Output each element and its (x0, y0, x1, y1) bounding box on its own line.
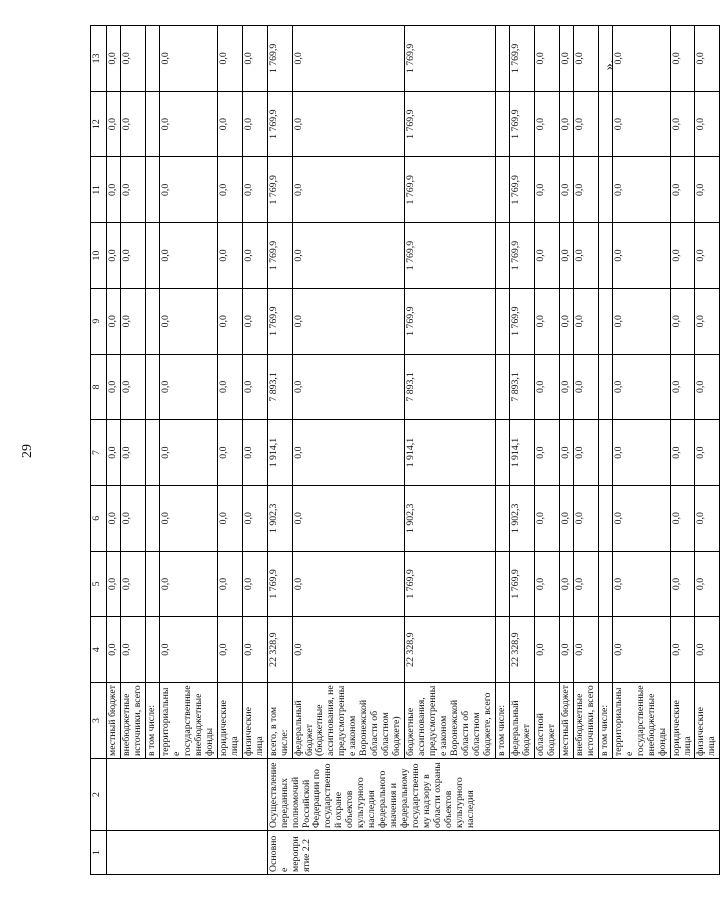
closing-mark: ». (602, 59, 617, 71)
value-cell: 0,0 (534, 485, 559, 551)
funding-source-cell: юридические лица (670, 683, 695, 759)
value-cell: 0,0 (242, 223, 267, 289)
value-cell: 0,0 (534, 223, 559, 289)
value-cell: 0,0 (612, 617, 670, 683)
value-cell: 1 769,9 (509, 551, 534, 617)
value-cell: 0,0 (695, 485, 720, 551)
value-cell: 22 328,9 (509, 617, 534, 683)
value-cell: 1 769,9 (509, 26, 534, 92)
value-cell: 0,0 (217, 485, 242, 551)
funding-source-cell: физические лица (695, 683, 720, 759)
column-number: 4 (91, 617, 107, 683)
funding-source-cell: местный бюджет (559, 683, 573, 759)
table-row (107, 26, 121, 875)
value-cell: 1 769,9 (405, 26, 496, 92)
value-cell: 0,0 (670, 617, 695, 683)
value-cell: 1 769,9 (405, 91, 496, 157)
value-cell: 0,0 (670, 420, 695, 486)
value-cell: 0,0 (559, 288, 573, 354)
event-name-cell (107, 759, 268, 831)
value-cell: 0,0 (217, 223, 242, 289)
column-number-row (91, 26, 107, 875)
value-cell: 0,0 (292, 485, 405, 551)
value-cell: 0,0 (695, 551, 720, 617)
table-row (695, 26, 720, 875)
value-cell: 0,0 (670, 223, 695, 289)
table-body (107, 26, 720, 875)
value-cell (598, 420, 612, 486)
value-cell: 0,0 (559, 157, 573, 223)
value-cell: 0,0 (159, 485, 217, 551)
value-cell: 0,0 (573, 157, 598, 223)
value-cell: 0,0 (107, 485, 121, 551)
column-number: 1 (91, 831, 107, 875)
column-number: 13 (91, 26, 107, 92)
value-cell (495, 420, 509, 486)
value-cell: 0,0 (120, 551, 145, 617)
value-cell: 0,0 (107, 551, 121, 617)
funding-source-cell: всего, в том числе: (267, 683, 292, 759)
value-cell: 1 769,9 (405, 551, 496, 617)
value-cell: 1 769,9 (405, 157, 496, 223)
value-cell: 0,0 (159, 420, 217, 486)
value-cell (598, 354, 612, 420)
value-cell: 1 769,9 (267, 26, 292, 92)
table-row (573, 26, 598, 875)
value-cell: 0,0 (107, 223, 121, 289)
value-cell: 0,0 (559, 354, 573, 420)
funding-source-cell: в том числе: (145, 683, 159, 759)
value-cell: 0,0 (670, 288, 695, 354)
value-cell: 0,0 (612, 157, 670, 223)
value-cell: 1 769,9 (267, 157, 292, 223)
value-cell (598, 617, 612, 683)
value-cell (145, 485, 159, 551)
value-cell: 0,0 (120, 420, 145, 486)
value-cell: 0,0 (612, 288, 670, 354)
value-cell: 0,0 (534, 26, 559, 92)
value-cell: 0,0 (612, 485, 670, 551)
value-cell: 0,0 (534, 420, 559, 486)
event-name-cell: Осуществление переданных полномочий Российской Федерации по государственной охране объектов культурного наследия федерального значения и федеральному государственному надзору в области охраны объектов культурного наследия (267, 759, 720, 831)
value-cell: 0,0 (573, 420, 598, 486)
value-cell: 7 893,1 (267, 354, 292, 420)
event-type-cell: Основное мероприятие 2.2 (267, 831, 720, 875)
value-cell: 0,0 (559, 91, 573, 157)
value-cell: 0,0 (120, 485, 145, 551)
value-cell: 1 769,9 (267, 551, 292, 617)
value-cell (495, 485, 509, 551)
value-cell: 0,0 (670, 26, 695, 92)
value-cell (145, 354, 159, 420)
value-cell: 1 769,9 (509, 223, 534, 289)
value-cell: 1 769,9 (509, 91, 534, 157)
value-cell (598, 26, 612, 92)
value-cell: 0,0 (242, 288, 267, 354)
value-cell: 0,0 (573, 26, 598, 92)
value-cell: 0,0 (242, 420, 267, 486)
value-cell: 0,0 (120, 354, 145, 420)
value-cell: 0,0 (159, 91, 217, 157)
column-number: 6 (91, 485, 107, 551)
value-cell: 1 914,1 (267, 420, 292, 486)
value-cell: 0,0 (107, 26, 121, 92)
value-cell: 0,0 (242, 354, 267, 420)
funding-source-cell: бюджетные ассигнования, предусмотренные законом Воронежской области об областном бюджете, всего (405, 683, 496, 759)
value-cell: 0,0 (534, 288, 559, 354)
value-cell (598, 288, 612, 354)
value-cell: 22 328,9 (405, 617, 496, 683)
value-cell: 0,0 (612, 354, 670, 420)
value-cell: 0,0 (292, 617, 405, 683)
value-cell: 0,0 (292, 157, 405, 223)
value-cell: 0,0 (120, 91, 145, 157)
value-cell: 0,0 (242, 617, 267, 683)
value-cell (495, 157, 509, 223)
value-cell: 0,0 (534, 551, 559, 617)
rotated-table-wrapper (90, 25, 718, 875)
value-cell: 0,0 (107, 157, 121, 223)
value-cell (495, 617, 509, 683)
column-number: 5 (91, 551, 107, 617)
value-cell: 0,0 (159, 223, 217, 289)
value-cell: 0,0 (695, 420, 720, 486)
table-row (534, 26, 559, 875)
funding-source-cell: областной бюджет (534, 683, 559, 759)
event-type-cell (107, 831, 268, 875)
funding-source-cell: внебюджетные источники, всего (573, 683, 598, 759)
value-cell: 0,0 (217, 420, 242, 486)
column-number: 2 (91, 759, 107, 831)
value-cell: 0,0 (217, 157, 242, 223)
value-cell: 0,0 (120, 288, 145, 354)
value-cell: 0,0 (573, 617, 598, 683)
value-cell (598, 157, 612, 223)
value-cell: 0,0 (292, 354, 405, 420)
value-cell: 0,0 (217, 288, 242, 354)
value-cell: 0,0 (242, 157, 267, 223)
value-cell: 0,0 (120, 157, 145, 223)
value-cell (598, 91, 612, 157)
value-cell (145, 91, 159, 157)
value-cell (598, 485, 612, 551)
table-row (292, 26, 405, 875)
value-cell: 0,0 (217, 551, 242, 617)
funding-source-cell: физические лица (242, 683, 267, 759)
value-cell: 0,0 (670, 551, 695, 617)
page-number: 29 (20, 444, 35, 458)
value-cell: 1 902,3 (267, 485, 292, 551)
value-cell: 0,0 (107, 354, 121, 420)
table-row (509, 26, 534, 875)
value-cell: 0,0 (670, 354, 695, 420)
value-cell: 0,0 (573, 223, 598, 289)
value-cell: 1 769,9 (267, 223, 292, 289)
value-cell (495, 354, 509, 420)
value-cell: 0,0 (242, 551, 267, 617)
funding-source-cell: территориальные государственные внебюджетные фонды (612, 683, 670, 759)
table-row (120, 26, 145, 875)
value-cell (145, 420, 159, 486)
value-cell: 1 769,9 (267, 91, 292, 157)
table-row (145, 26, 159, 875)
value-cell: 0,0 (559, 26, 573, 92)
value-cell: 1 769,9 (405, 288, 496, 354)
value-cell: 0,0 (695, 617, 720, 683)
value-cell: 0,0 (695, 288, 720, 354)
table-row (670, 26, 695, 875)
value-cell: 1 914,1 (405, 420, 496, 486)
value-cell: 0,0 (242, 91, 267, 157)
funding-source-cell: внебюджетные источники, всего (120, 683, 145, 759)
value-cell: 0,0 (612, 223, 670, 289)
value-cell: 0,0 (559, 551, 573, 617)
funding-source-cell: федеральный бюджет (509, 683, 534, 759)
funding-source-cell: федеральный бюджет (бюджетные ассигнования, не предусмотренные законом Воронежской области об областном бюджете) (292, 683, 405, 759)
value-cell: 0,0 (242, 26, 267, 92)
value-cell: 0,0 (612, 91, 670, 157)
value-cell: 0,0 (695, 354, 720, 420)
value-cell: 0,0 (217, 26, 242, 92)
value-cell: 0,0 (559, 223, 573, 289)
value-cell: 1 769,9 (509, 157, 534, 223)
value-cell: 0,0 (695, 223, 720, 289)
value-cell: 0,0 (573, 551, 598, 617)
value-cell: 7 893,1 (405, 354, 496, 420)
value-cell: 0,0 (292, 223, 405, 289)
value-cell (495, 223, 509, 289)
column-number: 8 (91, 354, 107, 420)
value-cell: 1 914,1 (509, 420, 534, 486)
column-number: 3 (91, 683, 107, 759)
table-row (159, 26, 217, 875)
value-cell: 0,0 (159, 157, 217, 223)
value-cell: 0,0 (573, 485, 598, 551)
value-cell: 22 328,9 (267, 617, 292, 683)
value-cell (495, 91, 509, 157)
value-cell: 0,0 (573, 354, 598, 420)
value-cell (495, 26, 509, 92)
value-cell: 0,0 (534, 157, 559, 223)
value-cell: 0,0 (120, 26, 145, 92)
value-cell: 0,0 (612, 420, 670, 486)
value-cell (495, 288, 509, 354)
table-row (559, 26, 573, 875)
value-cell: 0,0 (292, 420, 405, 486)
value-cell: 0,0 (292, 91, 405, 157)
value-cell (145, 223, 159, 289)
table-row (612, 26, 670, 875)
value-cell (145, 551, 159, 617)
column-number: 11 (91, 157, 107, 223)
value-cell: 1 902,3 (405, 485, 496, 551)
value-cell: 0,0 (107, 288, 121, 354)
value-cell: 0,0 (159, 354, 217, 420)
funding-source-cell: юридические лица (217, 683, 242, 759)
value-cell (145, 617, 159, 683)
value-cell: 1 902,3 (509, 485, 534, 551)
column-number: 10 (91, 223, 107, 289)
value-cell (145, 26, 159, 92)
value-cell: 0,0 (159, 26, 217, 92)
value-cell: 7 893,1 (509, 354, 534, 420)
value-cell: 0,0 (242, 485, 267, 551)
value-cell: 0,0 (534, 91, 559, 157)
value-cell: 0,0 (292, 26, 405, 92)
column-number: 7 (91, 420, 107, 486)
value-cell: 0,0 (292, 551, 405, 617)
value-cell: 0,0 (559, 420, 573, 486)
funding-table (90, 25, 720, 875)
value-cell: 0,0 (612, 26, 670, 92)
value-cell: 0,0 (107, 617, 121, 683)
value-cell: 0,0 (217, 354, 242, 420)
column-number: 9 (91, 288, 107, 354)
value-cell: 0,0 (107, 420, 121, 486)
value-cell: 0,0 (120, 617, 145, 683)
value-cell: 0,0 (159, 617, 217, 683)
value-cell: 1 769,9 (267, 288, 292, 354)
value-cell: 0,0 (217, 617, 242, 683)
value-cell: 0,0 (534, 354, 559, 420)
value-cell (145, 288, 159, 354)
funding-source-cell: территориальные государственные внебюджетные фонды (159, 683, 217, 759)
value-cell (145, 157, 159, 223)
funding-source-cell: в том числе: (598, 683, 612, 759)
value-cell: 0,0 (120, 223, 145, 289)
value-cell: 0,0 (670, 485, 695, 551)
table-row (598, 26, 612, 875)
table-row (217, 26, 242, 875)
value-cell: 0,0 (107, 91, 121, 157)
table-row (405, 26, 496, 875)
value-cell: 0,0 (695, 157, 720, 223)
column-number: 12 (91, 91, 107, 157)
value-cell: 0,0 (695, 26, 720, 92)
table-row (267, 26, 292, 875)
value-cell: 0,0 (573, 91, 598, 157)
funding-source-cell: в том числе: (495, 683, 509, 759)
value-cell: 0,0 (559, 617, 573, 683)
value-cell: 0,0 (573, 288, 598, 354)
value-cell (598, 223, 612, 289)
value-cell: 0,0 (612, 551, 670, 617)
value-cell: 0,0 (695, 91, 720, 157)
value-cell: 0,0 (559, 485, 573, 551)
value-cell: 0,0 (670, 91, 695, 157)
value-cell: 0,0 (217, 91, 242, 157)
value-cell: 0,0 (534, 617, 559, 683)
value-cell (598, 551, 612, 617)
table-row (495, 26, 509, 875)
value-cell (495, 551, 509, 617)
value-cell: 0,0 (670, 157, 695, 223)
value-cell: 0,0 (292, 288, 405, 354)
value-cell: 0,0 (159, 288, 217, 354)
value-cell: 0,0 (159, 551, 217, 617)
value-cell: 1 769,9 (509, 288, 534, 354)
table-row (242, 26, 267, 875)
funding-source-cell: местный бюджет (107, 683, 121, 759)
value-cell: 1 769,9 (405, 223, 496, 289)
